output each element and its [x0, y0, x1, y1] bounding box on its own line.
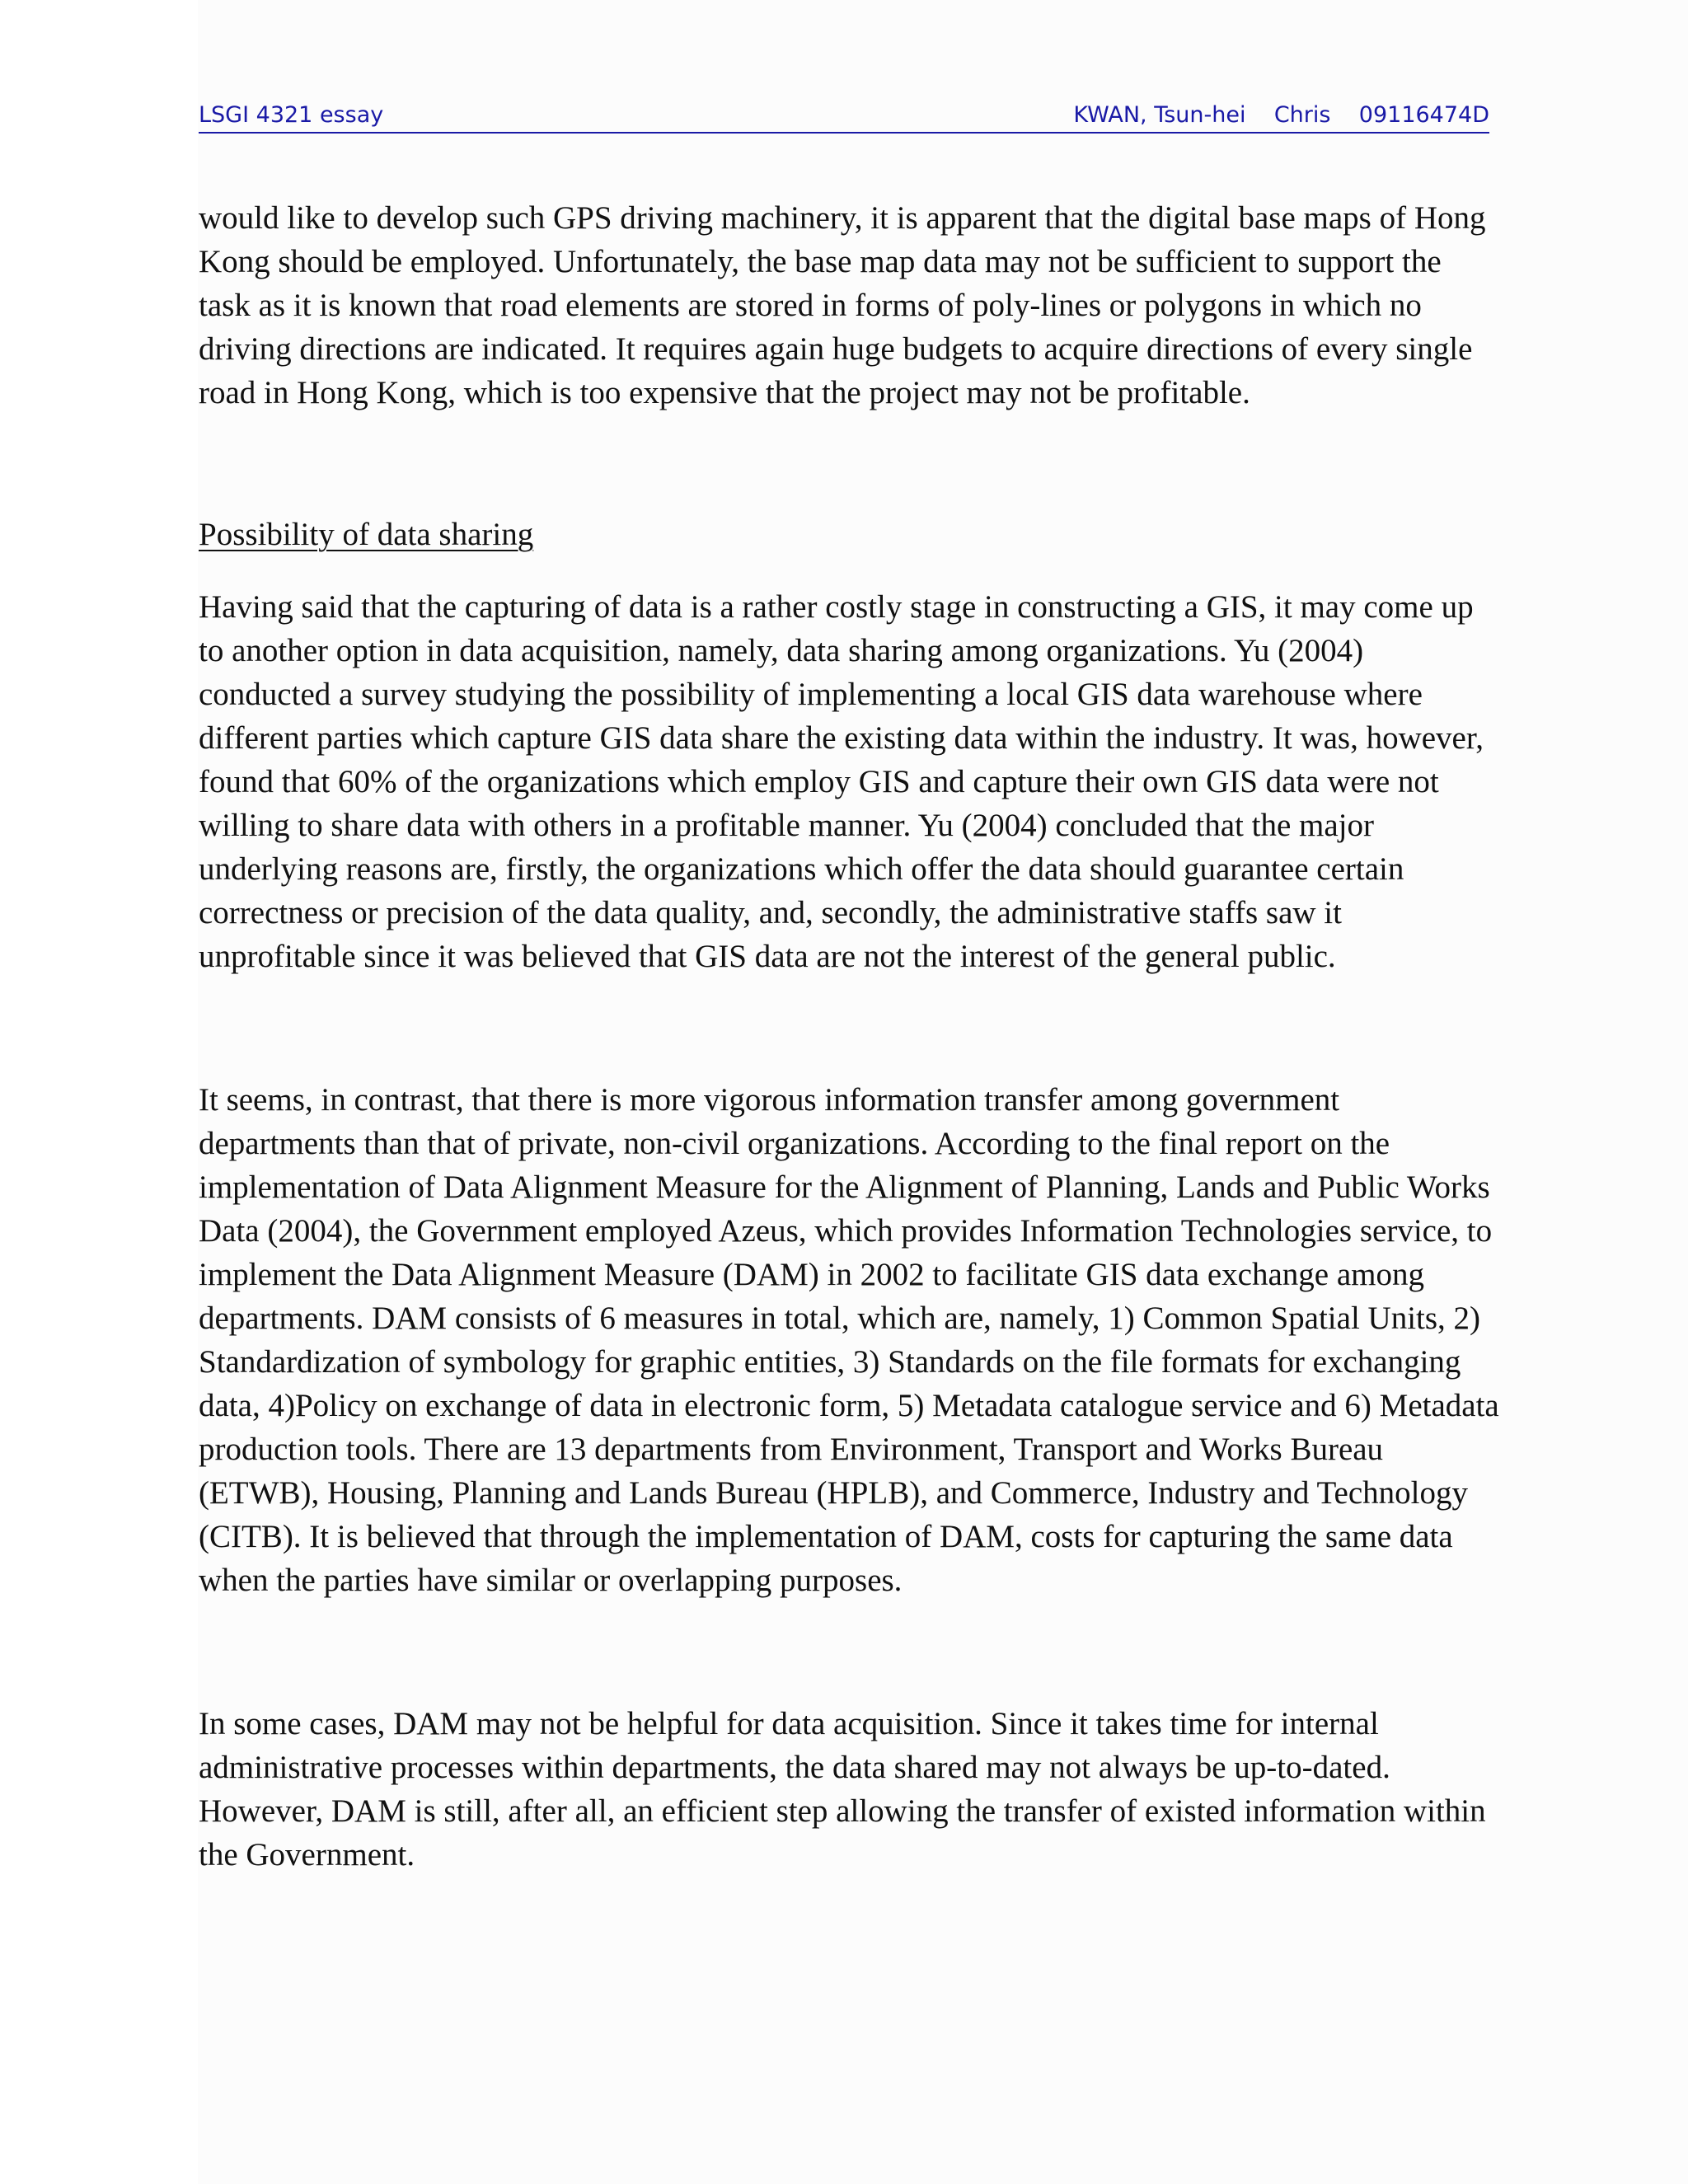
paragraph-government-dam: It seems, in contrast, that there is more vigorous information transfer among government departments than that of private, non-civil organizations. According to the final report on the implementation of Data Alignment Measure for the Alignment of Planning, Lands and Public Works Data (2004), the Government employed Azeus, which provides Information Technologies service, to implement the Data Alignment Measure (DAM) in 2002 to facilitate GIS data exchange among departments. DAM consists of 6 measures in total, which are, namely, 1) Common Spatial Units, 2) Standardization of symbology for graphic entities, 3) Standards on the file formats for exchanging data, 4)Policy on exchange of data in electronic form, 5) Metadata catalogue service and 6) Metadata production tools. There are 13 departments from Environment, Transport and Works Bureau (ETWB), Housing, Planning and Lands Bureau (HPLB), and Commerce, Industry and Technology (CITB). It is believed that through the implementation of DAM, costs for capturing the same data when the parties have similar or overlapping purposes. [199, 1082, 1499, 1598]
header-course: LSGI 4321 essay [199, 102, 384, 128]
page-header [199, 99, 1489, 134]
paragraph-data-sharing-survey: Having said that the capturing of data is a rather costly stage in constructing a GIS, it may come up to another option in data acquisition, namely, data sharing among organizations. Yu (2004) conducted a survey studying the possibility of implementing a local GIS data warehouse where different parties which capture GIS data share the existing data within the industry. It was, however, found that 60% of the organizations which employ GIS and capture their own GIS data were not willing to share data with others in a profitable manner. Yu (2004) concluded that the major underlying reasons are, firstly, the organizations which offer the data should guarantee certain correctness or precision of the data quality, and, secondly, the administrative staffs saw it unprofitable since it was believed that GIS data are not the interest of the general public. [199, 589, 1484, 974]
section-heading-data-sharing: Possibility of data sharing [199, 517, 534, 552]
header-author: KWAN, Tsun-hei Chris 09116474D [1073, 102, 1489, 128]
paragraph-gps-base-maps: would like to develop such GPS driving machinery, it is apparent that the digital base maps of Hong Kong should be employed. Unfortunately, the base map data may not be sufficient to support the task as it is known that road elements are stored in forms of poly-lines or polygons in which no driving directions are indicated. It requires again huge budgets to acquire directions of every single road in Hong Kong, which is too expensive that the project may not be profitable. [199, 200, 1486, 410]
paragraph-dam-limitations: In some cases, DAM may not be helpful for data acquisition. Since it takes time for internal administrative processes within departments, the data shared may not always be up-to-dated. However, DAM is still, after all, an efficient step allowing the transfer of existed information within the Government. [199, 1706, 1486, 1872]
